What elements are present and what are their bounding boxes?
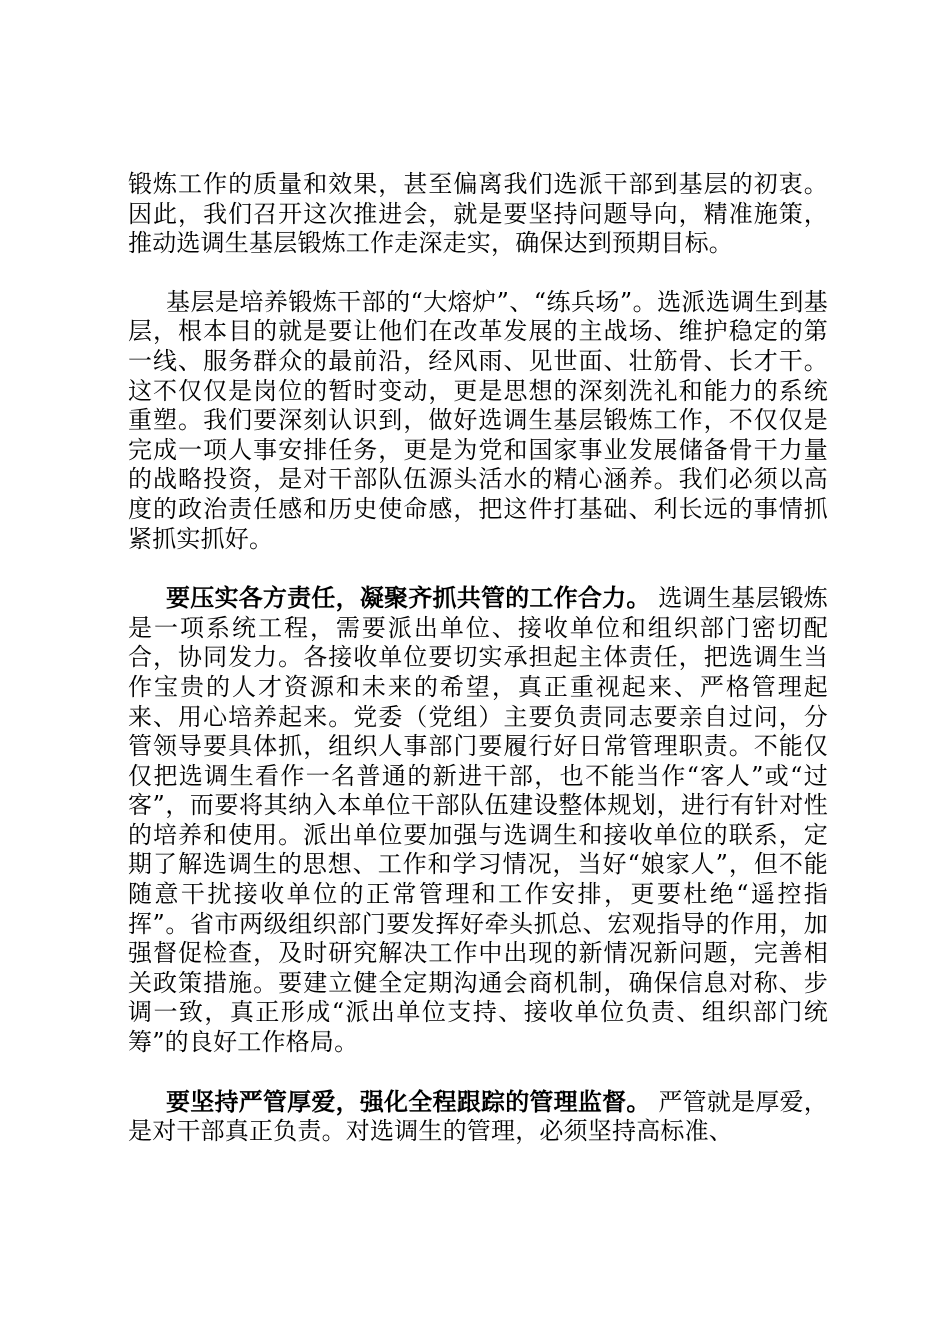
paragraph-4 <box>128 1087 828 1147</box>
paragraph-4-text: 严管就是厚爱，是对干部真正负责。对选调生的管理，必须坚持高标准、 <box>128 1087 828 1146</box>
paragraph-4-heading: 要坚持严管厚爱，强化全程跟踪的管理监督。 <box>166 1086 651 1116</box>
paragraph-3 <box>128 583 828 1058</box>
paragraph-3-heading: 要压实各方责任，凝聚齐抓共管的工作合力。 <box>166 583 651 613</box>
paragraph-1-text: 锻炼工作的质量和效果，甚至偏离我们选派干部到基层的初衷。因此，我们召开这次推进会，就是要坚持问题导向，精准施策，推动选调生基层锻炼工作走深走实，确保达到预期目标。 <box>128 170 828 258</box>
paragraph-1 <box>128 170 828 259</box>
paragraph-2-text: 基层是培养锻炼干部的“大熔炉”、“练兵场”。选派选调生到基层，根本目的就是要让他们在改革发展的主战场、维护稳定的第一线、服务群众的最前沿，经风雨、见世面、壮筋骨、长才干。这不仅仅是岗位的暂时变动，更是思想的深刻洗礼和能力的系统重塑。我们要深刻认识到，做好选调生基层锻炼工作，不仅仅是完成一项人事安排任务，更是为党和国家事业发展储备骨干力量的战略投资，是对干部队伍源头活水的精心涵养。我们必须以高度的政治责任感和历史使命感，把这件打基础、利长远的事情抓紧抓实抓好。 <box>128 287 828 553</box>
paragraph-2 <box>128 288 828 554</box>
paragraph-3-text: 选调生基层锻炼是一项系统工程，需要派出单位、接收单位和组织部门密切配合，协同发力。各接收单位要切实承担起主体责任，把选调生当作宝贵的人才资源和未来的希望，真正重视起来、严格管理起来、用心培养起来。党委（党组）主要负责同志要亲自过问，分管领导要具体抓，组织人事部门要履行好日常管理职责。不能仅仅把选调生看作一名普通的新进干部，也不能当作“客人”或“过客”，而要将其纳入本单位干部队伍建设整体规划，进行有针对性的培养和使用。派出单位要加强与选调生和接收单位的联系，定期了解选调生的思想、工作和学习情况，当好“娘家人”，但不能随意干扰接收单位的正常管理和工作安排，更要杜绝“遥控指挥”。省市两级组织部门要发挥好牵头抓总、宏观指导的作用，加强督促检查，及时研究解决工作中出现的新情况新问题，完善相关政策措施。要建立健全定期沟通会商机制，确保信息对称、步调一致，真正形成“派出单位支持、接收单位负责、组织部门统筹”的良好工作格局。 <box>128 584 828 1057</box>
document-body <box>128 170 828 1176</box>
